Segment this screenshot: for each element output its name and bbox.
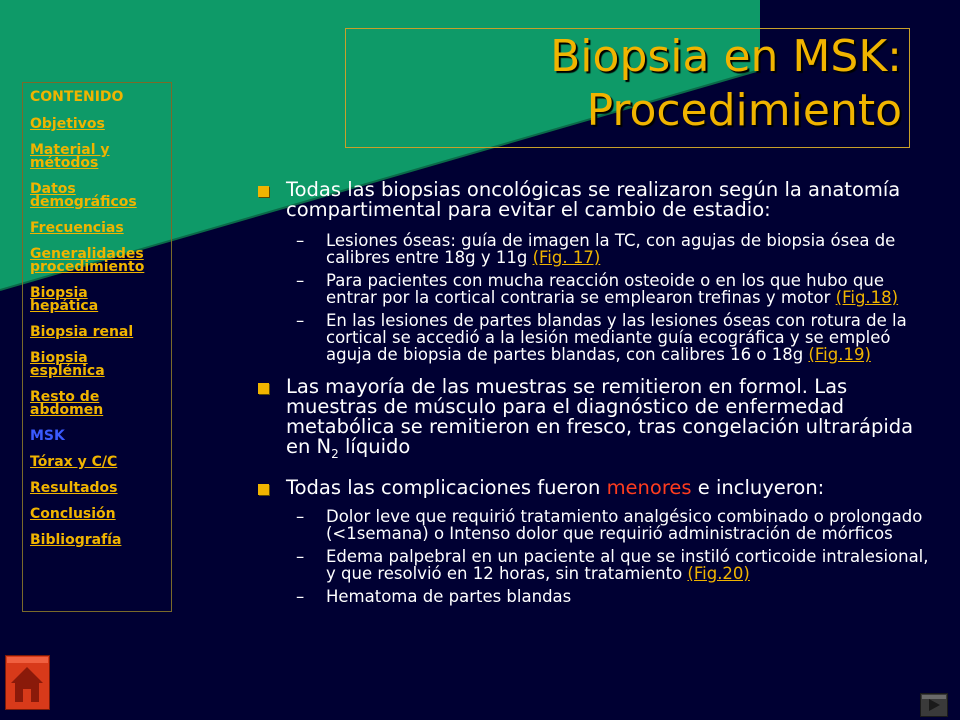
nav-heading: CONTENIDO — [30, 89, 124, 105]
nav-item-material-metodos[interactable]: Material y métodos — [30, 142, 110, 171]
sub-bullet-partes-blandas — [258, 312, 938, 363]
nav-item-biopsia-esplenica[interactable]: Biopsia esplénica — [30, 350, 105, 379]
nav-item-datos-demograficos[interactable]: Datos demográficos — [30, 181, 137, 210]
nav-item-frecuencias[interactable]: Frecuencias — [30, 220, 124, 236]
bullet-muestras — [258, 377, 938, 464]
sub-bullet-text: Hematoma de partes blandas — [326, 586, 572, 606]
sub-bullet-text: Lesiones óseas: guía de imagen la TC, con agujas de biopsia ósea de calibres entre 18g y 11g — [326, 231, 896, 267]
sub-bullet-text: Edema palpebral en un paciente al que se instiló corticoide intralesional, y que resolvió en 12 horas, sin tratamiento — [326, 546, 929, 583]
bullet-text: Todas las biopsias oncológicas se realizaron según la anatomía compartimental para evitar el cambio de estadio: — [286, 178, 901, 221]
fig17-link[interactable]: (Fig. 17) — [532, 248, 601, 267]
dash-icon: – — [296, 546, 305, 566]
nav-item-biopsia-hepatica[interactable]: Biopsia hepática — [30, 285, 99, 314]
bullet-square-icon — [258, 484, 269, 495]
nav-item-resultados[interactable]: Resultados — [30, 480, 118, 496]
dash-icon: – — [296, 586, 305, 606]
fig18-link[interactable]: (Fig.18) — [835, 288, 899, 307]
nav-item-generalidades[interactable]: Generalidades procedimiento — [30, 246, 145, 275]
sub-bullet-dolor — [258, 508, 938, 542]
dash-icon: – — [296, 311, 305, 330]
dash-icon: – — [296, 231, 305, 250]
nav-item-resto-abdomen[interactable]: Resto de abdomen — [30, 389, 104, 418]
content-body — [258, 180, 938, 611]
bullet-square-icon — [258, 186, 269, 197]
nav-item-objetivos[interactable]: Objetivos — [30, 116, 105, 132]
bullet-tail: e incluyeron: — [691, 475, 825, 499]
home-icon[interactable] — [5, 655, 50, 710]
page-title — [550, 30, 902, 138]
nav-item-biopsia-renal[interactable]: Biopsia renal — [30, 324, 134, 340]
sub-bullet-lesiones-oseas — [258, 232, 938, 266]
highlight-menores: menores — [606, 475, 692, 499]
next-icon[interactable] — [920, 693, 948, 717]
bullet-text: Todas las complicaciones fueron — [286, 475, 607, 499]
nav-item-torax-cc[interactable]: Tórax y C/C — [30, 454, 118, 470]
bullet-complicaciones — [258, 475, 938, 499]
contents-nav — [22, 82, 172, 612]
subscript: 2 — [331, 446, 339, 461]
sub-bullet-text: Dolor leve que requirió tratamiento analgésico combinado o prolongado (<1semana) o Intenso dolor que requirió administración de mórficos — [326, 506, 923, 543]
nav-item-bibliografia[interactable]: Bibliografía — [30, 532, 122, 548]
bullet-text: Las mayoría de las muestras se remitieron en formol. Las muestras de músculo para el diagnóstico de enfermedad metabólica se remitieron en fresco, tras congelación ultrarápida en N — [286, 375, 914, 458]
sub-bullet-text: En las lesiones de partes blandas y las lesiones óseas con rotura de la cortical se accedió a la lesión mediante guía ecográfica y se empleó aguja de biopsia de partes blandas, con calibres 16 o 18g — [326, 311, 907, 364]
nav-item-msk: MSK — [30, 428, 65, 444]
dash-icon: – — [296, 271, 305, 290]
bullet-biopsias — [258, 180, 938, 220]
bullet-tail: líquido — [338, 435, 411, 458]
nav-item-conclusion[interactable]: Conclusión — [30, 506, 116, 522]
title-line2: Procedimiento — [586, 85, 902, 136]
sub-bullet-text: Para pacientes con mucha reacción osteoide o en los que hubo que entrar por la cortical contraria se emplearon trefinas y motor — [326, 271, 884, 307]
sub-bullet-trefinas — [258, 272, 938, 306]
fig20-link[interactable]: (Fig.20) — [687, 563, 750, 583]
fig19-link[interactable]: (Fig.19) — [808, 345, 871, 364]
title-line1: Biopsia en MSK: — [550, 31, 902, 82]
sub-bullet-edema — [258, 548, 938, 582]
bullet-square-icon — [258, 383, 269, 394]
sub-bullet-hematoma — [258, 588, 938, 605]
dash-icon: – — [296, 506, 305, 526]
